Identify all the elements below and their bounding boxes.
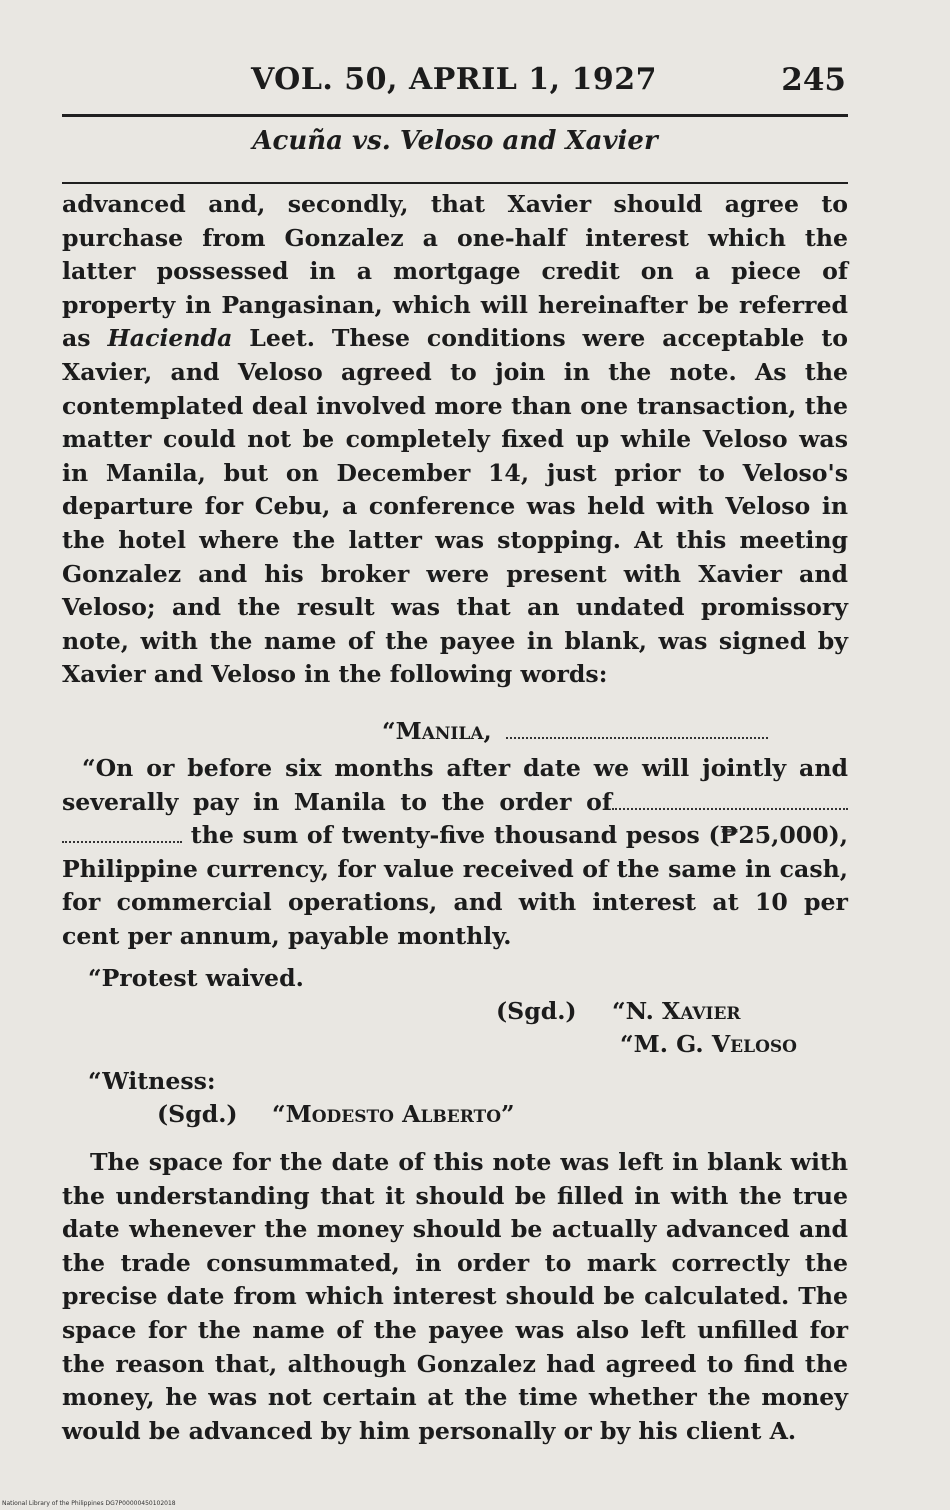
- page-number: 245: [781, 62, 846, 98]
- payee-blank-1: [612, 808, 848, 810]
- payee-blank-2: [62, 841, 182, 843]
- scan-footer: National Library of the Philippines DG7P00000450102018: [2, 1500, 176, 1507]
- date-blank: [506, 737, 768, 739]
- paragraph-1: [62, 188, 848, 692]
- paragraph-3: [62, 1146, 848, 1448]
- paragraph-3-text: The space for the date of this note was left in blank with the understanding that it should be filled in with the true date whenever the money should be actually advanced and the trade consummated, in order to mark correctly the precise date from which interest should be calculated. The space for the name of the payee was also left unfilled for the reason that, although Gonzalez had agreed to find the money, he was not certain at the time whether the money would be advanced by him personally or by his client A.: [62, 1148, 848, 1445]
- note-body: [62, 752, 848, 954]
- note-place: “Manila,: [382, 717, 492, 745]
- paragraph-1-text-b: Leet. These conditions were acceptable to Xavier, and Veloso agreed to join in the note. As the contemplated deal involved more than one transaction, the matter could not be completely fixed up while Veloso was in Manila, but on December 14, just prior to Veloso's departure for Cebu, a conference was held with Veloso in the hotel where the latter was stopping. At this meeting Gonzalez and his broker were present with Xavier and Veloso; and the result was that an undated promissory note, with the name of the payee in blank, was signed by Xavier and Veloso in the following words:: [62, 324, 848, 689]
- header-rule-top: [62, 114, 848, 117]
- signed-label-1: (Sgd.): [496, 997, 577, 1025]
- note-line-2: the sum of twenty-five thousand pesos (₱25,000), Philippine currency, for value received of the same in cash, for commercial operations, and with interest at 10 per cent per annum, payable monthly.: [62, 821, 848, 950]
- signer-xavier: “N. Xavier: [612, 997, 741, 1025]
- running-title: Acuña vs. Veloso and Xavier: [252, 126, 658, 156]
- signer-veloso: “M. G. Veloso: [620, 1030, 797, 1058]
- volume-line: VOL. 50, APRIL 1, 1927: [250, 62, 658, 97]
- note-place-line: [382, 717, 768, 745]
- paragraph-1-text-a: advanced and, secondly, that Xavier should agree to purchase from Gonzalez a one-half interest which the latter possessed in a mortgage credit on a piece of property in Pangasinan, which will hereinafter be referred as: [62, 190, 848, 353]
- protest-waived: “Protest waived.: [88, 964, 304, 992]
- signed-label-2: (Sgd.): [157, 1100, 238, 1128]
- page-header: [62, 62, 846, 106]
- witness-name: “Modesto Alberto”: [272, 1100, 515, 1128]
- witness-label: “Witness:: [88, 1067, 216, 1095]
- paragraph-1-italic: Hacienda: [107, 324, 233, 353]
- note-line-1: “On or before six months after date we will jointly and severally pay in Manila to the order of: [62, 754, 848, 816]
- header-rule-bottom: [62, 182, 848, 184]
